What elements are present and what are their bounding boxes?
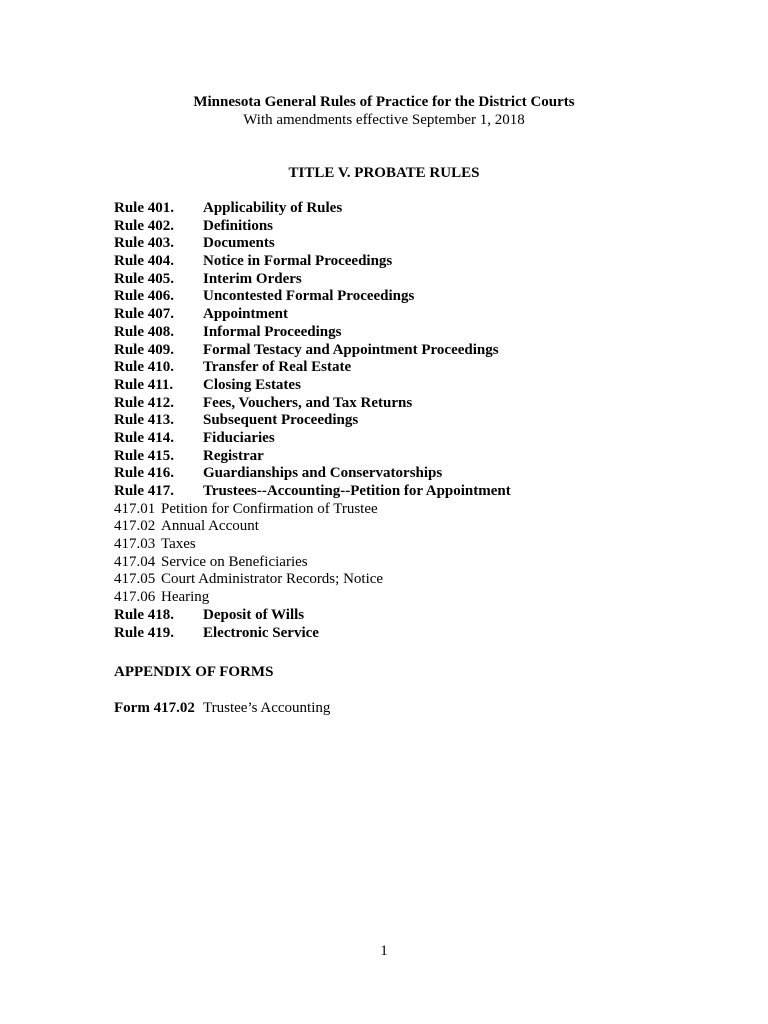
subrule-entry [114,571,714,589]
rule-title: Formal Testacy and Appointment Proceedings [203,341,499,358]
rule-title: Documents [203,235,275,252]
rule-entry [114,324,714,342]
form-number: Form 417.02 [114,700,195,716]
rule-number: Rule 412. [114,394,174,411]
form-entry [114,699,330,717]
rule-number: Rule 416. [114,465,174,482]
subrule-title: Petition for Confirmation of Trustee [161,500,378,517]
rule-entry [114,359,714,377]
rule-entry [114,448,714,466]
rule-entry [114,395,714,413]
rule-number: Rule 408. [114,323,174,340]
rule-title: Registrar [203,447,264,464]
rule-entry [114,235,714,253]
subrule-number: 417.04 [114,553,156,570]
subrule-number: 417.02 [114,518,156,535]
rule-title: Applicability of Rules [203,200,343,216]
subrule-entry [114,501,714,519]
rule-entry [114,625,714,643]
rule-title: Closing Estates [203,376,301,393]
rule-title: Notice in Formal Proceedings [203,253,393,270]
rule-entry [114,483,714,501]
subrule-title: Hearing [161,589,210,606]
rule-title: Definitions [203,217,274,234]
rule-number: Rule 402. [114,217,174,234]
subrule-entry [114,589,714,607]
form-title: Trustee’s Accounting [203,700,331,716]
rule-number: Rule 401. [114,200,174,216]
rule-title: Fiduciaries [203,429,275,446]
rule-entry [114,607,714,625]
rule-entry [114,412,714,430]
rule-number: Rule 404. [114,253,174,270]
rule-title: Informal Proceedings [203,323,342,340]
subrule-title: Service on Beneficiaries [161,553,308,570]
rule-number: Rule 411. [114,376,174,393]
rule-number: Rule 409. [114,341,174,358]
section-title: TITLE V. PROBATE RULES [288,165,480,181]
rule-entry [114,430,714,448]
rule-entry [114,306,714,324]
rule-number: Rule 418. [114,606,174,623]
subrule-entry [114,554,714,572]
page-number: 1 [380,943,388,959]
subrule-number: 417.01 [114,500,156,517]
document-title: Minnesota General Rules of Practice for the District Courts [193,94,575,110]
subrule-entry [114,536,714,554]
subrule-number: 417.06 [114,589,156,606]
rule-title: Fees, Vouchers, and Tax Returns [203,394,413,411]
rule-number: Rule 417. [114,483,174,499]
rule-title: Trustees--Accounting--Petition for Appointment [203,483,511,499]
rule-title: Interim Orders [203,270,302,287]
subrule-number: 417.05 [114,571,156,588]
rule-entry [114,253,714,271]
subrule-number: 417.03 [114,536,156,553]
rule-entry [114,377,714,395]
subrule-title: Taxes [161,536,196,553]
rule-title: Transfer of Real Estate [203,359,352,376]
subrule-entry [114,518,714,536]
subrule-title: Court Administrator Records; Notice [161,571,384,588]
rule-title: Deposit of Wills [203,606,305,623]
rule-number: Rule 419. [114,624,174,641]
appendix-title: APPENDIX OF FORMS [114,664,274,680]
rule-number: Rule 407. [114,306,174,323]
rule-entry [114,465,714,483]
document-subtitle: With amendments effective September 1, 2018 [243,112,525,128]
rule-number: Rule 413. [114,412,174,429]
rule-entry [114,200,714,218]
rule-number: Rule 406. [114,288,174,305]
subrule-title: Annual Account [161,518,259,535]
rule-title: Uncontested Formal Proceedings [203,288,415,305]
rule-number: Rule 414. [114,429,174,446]
rule-entry [114,271,714,289]
rule-entry [114,342,714,360]
rule-number: Rule 415. [114,447,174,464]
rule-title: Electronic Service [203,624,319,641]
rule-number: Rule 405. [114,270,174,287]
rule-entry [114,288,714,306]
rule-entry [114,218,714,236]
rule-number: Rule 403. [114,235,174,252]
rule-number: Rule 410. [114,359,174,376]
rule-title: Subsequent Proceedings [203,412,359,429]
rule-title: Appointment [203,306,289,323]
rules-table-of-contents [114,200,714,642]
rule-title: Guardianships and Conservatorships [203,465,443,482]
